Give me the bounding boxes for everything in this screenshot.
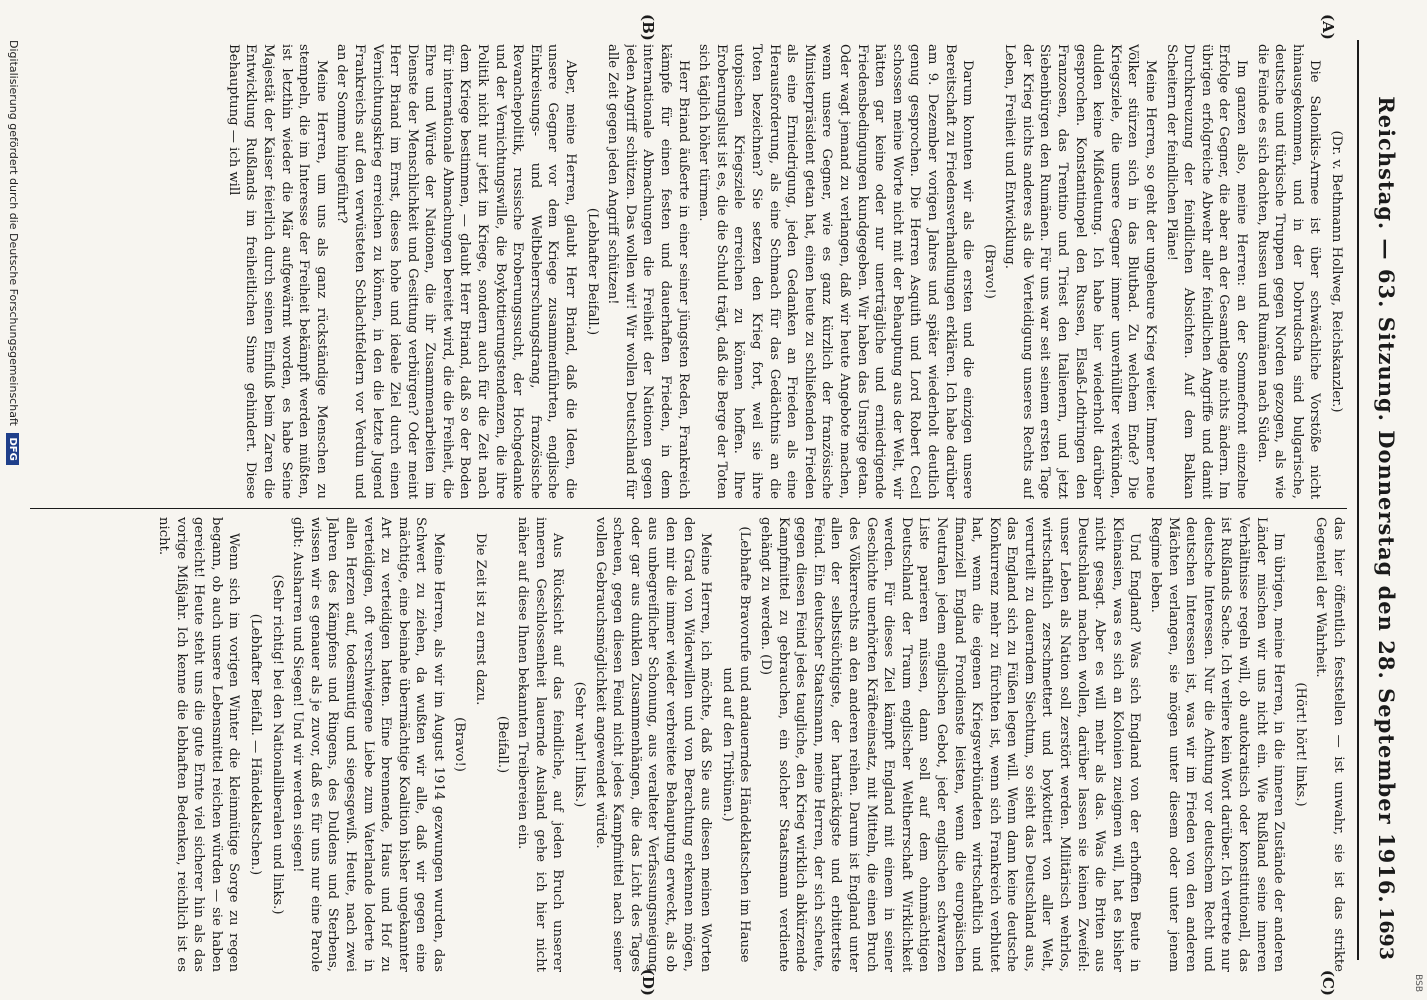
section-marker-a: (A) xyxy=(1319,14,1337,40)
page-header xyxy=(1357,40,1407,960)
paragraph: Meine Herren, so geht der ungeheure Krieg weiter. Immer neue Völker stürzen sich in das Blutbad. Zu welchem Ende? Die Kriegsziele, die unsere Gegner immer unverhüllter verkünden, dulden keine Mißdeutung. Ich habe hier wiederholt darüber gesprochen. Konstantinopel den Russen, Elsaß-Lothringen den Franzosen, das Trentino und Triest den Italienern, und jetzt Siebenbürgen den Rumänen. Für uns war seit seinem ersten Tage der Krieg nichts anderes als die Verteidigung unseres Rechts auf Leben, Freiheit und Entwicklung. xyxy=(1002,44,1159,499)
interjection: (Hört! hört! links.) xyxy=(1292,682,1308,807)
interjection: (Lebhafter Beifall. — Händeklatschen.) xyxy=(247,613,263,876)
speaker-line: (Dr. v. Bethmann Hollweg, Reichskanzler.) xyxy=(1329,130,1344,413)
paragraph: Im übrigen, meine Herren, in die inneren Zustände der anderen Länder mischen wir uns nicht ein. Wie Rußland seine inneren Verhältnisse regeln will, ob autokratisch oder konstitutionell, das ist Rußlands Sache. Ich verliere kein Wort darüber. Ich vertrete nur deutsche Interessen. Nur die Achtung vor deutschem Recht und deutschen Interessen ist, was wir im Frieden von den anderen Mächten verlangen, sie mögen unter diesem oder unter jenem Regime leben. xyxy=(1148,517,1287,972)
interjection: (Bravo!) xyxy=(452,717,468,772)
section-marker-b: (B) xyxy=(639,14,657,41)
left-column xyxy=(30,44,1347,499)
paragraph: Aber, meine Herren, glaubt Herr Briand, daß die Ideen, die unsere Gegner vor dem Kriege zusammenführten, englische Einkreisungs- und Weltbeherrschungsdrang, französische Revanchepolitik, russische Eroberungssucht, der Hochgedanke und der Vernichtungswille, die Boykottierungstendenzen, die ihre Politik nicht nur jetzt im Kriege, sondern auch für die Zeit nach dem Kriege bestimmen, — glaubt Herr Briand, daß so der Boden für internationale Abmachungen bereitet wird, die die Freiheit, die Ehre und Würde der Nationen, die ihr Zusammenarbeiten im Dienste der Menschlichkeit und Gesittung verbürgen? Oder meint Herr Briand im Ernst, dieses hohe und ideale Ziel durch einen Vernichtungskrieg erreichen zu können, in den die letzte Jugend Frankreichs auf den verwüsteten Schlachtfeldern vor Verdun und an der Somme hingeführt? xyxy=(334,44,579,499)
interjection: (Bravo!) xyxy=(981,244,997,299)
paragraph: Wenn sich im vorigen Winter die kleinmütige Sorge zu regen begann, ob auch unsere Lebensmittel reichen würden — sie haben gereicht! Heute steht uns die gute Ernte viel sicherer hin als das vorige Mißjahr. Ich kenne die lebhaften Bedenken, reichlich ist es nicht. xyxy=(156,517,242,972)
page-title: Reichstag. — 63. Sitzung. Donnerstag den 28. September 1916. xyxy=(1374,96,1399,904)
section-marker-d: (D) xyxy=(639,968,657,996)
interjection: (Beifall.) xyxy=(494,715,510,774)
paragraph: Aus Rücksicht auf das feindliche, auf jeden Bruch unserer inneren Geschlossenheit lauernde Ausland gehe ich hier nicht näher auf diese Ihnen bekannten Treibereien ein. xyxy=(515,517,566,972)
column-divider xyxy=(30,508,1347,509)
credit-text: Digitalisierung gefördert durch die Deutsche Forschungsgemeinschaft xyxy=(7,40,20,426)
dfg-logo: DFG xyxy=(6,433,19,464)
paragraph: Darum konnten wir als die ersten und die einzigen unsere Bereitschaft zu Friedensverhandlungen erklären. Ich habe darüber am 9. Dezember vorigen Jahres und später wiederholt deutlich genug gesprochen. Die Herren Asquith und Lord Robert Cecil schossen meine Worte nicht mit der Behauptung aus der Welt, wir hätten gar keine oder nur unerträgliche und erniedrigende Friedensbedingungen kundgegeben. Wir haben das Unsrige getan. Oder wagt jemand zu verlangen, daß wir heute Angebote machen, wenn unsere Gegner, wie es ganz kürzlich der französische Ministerpräsident getan hat, einen heute zu schließenden Frieden als eine Erniedrigung, jeden Gedanken an Frieden als eine Herausforderung, als eine Schmach für das Gedächtnis an die Toten bezeichnen? Sie setzen den Krieg fort, weil sie ihre utopischen Kriegsziele erreichen zu können hoffen. Ihre Eroberungslust ist es, die die Schuld trägt, daß die Berge der Toten sich täglich höher türmen. xyxy=(696,44,976,499)
paragraph: Meine Herren, als wir im August 1914 gezwungen wurden, das Schwert zu ziehen, da wußten wir alle, daß wir gegen eine mächtige, eine beinahe übermächtige Koalition bisher ungekannter Art zu verteidigen hatten. Eine brennende, Haus und Hof zu verteidigen, oft verschwiegene Liebe zum Vaterlande loderte in allen Herzen auf, todesmutig und siegesgewiß. Heute, nach zwei Jahren des Kämpfens und Ringens, des Duldens und Sterbens, wissen wir es genauer als je zuvor, daß es für uns nur eine Parole gibt: Ausharren und Siegen! Und wir werden siegen! xyxy=(290,517,446,972)
digitization-credit xyxy=(6,40,20,960)
page-number: 1693 xyxy=(1375,907,1397,960)
interjection: (Sehr richtig! bei den Nationalliberalen und links.) xyxy=(269,574,285,915)
right-column xyxy=(30,517,1347,972)
library-mark: BSB xyxy=(1413,974,1423,992)
paragraph: das hier öffentlich feststellen — ist unwahr, sie ist das strikte Gegenteil der Wahrheit. xyxy=(1313,517,1346,972)
paragraph: Und England? Was sich England von der erhofften Beute in Kleinasien, was es sich an Kolonien zueignen will, hat es bisher nicht gesagt. Aber es will mehr als das. Was die Briten aus Deutschland machen wollen, darüber lassen sie keinen Zweifel: unser Leben als Nation soll zerstört werden. Militärisch wehrlos, wirtschaftlich zerschmettert und boykottiert von aller Welt, verurteilt zu dauerndem Siechtum, so sieht das Deutschland aus, das England sich zu Füßen legen will. Wenn dann keine deutsche Konkurrenz mehr zu fürchten ist, wenn sich Frankreich verblutet hat, wenn die eigenen Kriegsverbündeten wirtschaftlich und finanziell England Frondienste leisten, wenn die europäischen Neutralen jedem englischen Gebot, jeder englischen schwarzen Liste parieren müssen, dann soll auf dem ohnmächtigen Deutschland der Traum englischer Weltherrschaft Wirklichkeit werden. Für dieses Ziel kämpft England mit einem in seiner Geschichte unerhörten Kräfteeinsatz, mit Mitteln, die einen Bruch des Völkerrechts an den anderen reihen. Darum ist England unter allen der selbstsüchtigste, der hartnäckigste und erbittertste Feind. Ein deutscher Staatsmann, meine Herren, der sich scheute, gegen diesen Feind jedes taugliche, den Krieg wirklich abkürzende Kampfmittel zu gebrauchen, ein solcher Staatsmann verdiente gehängt zu werden. (D) xyxy=(758,517,1143,972)
interjection: (Sehr wahr! links.) xyxy=(572,681,588,808)
paragraph: Meine Herren, um uns als ganz rückständige Menschen zu stempeln, die im Interesse der Freiheit bekämpft werden müßten, ist letzthin wieder die Mär aufgewärmt worden, es habe Seine Majestät der Kaiser feierlich durch seinen Einfluß beim Zaren die Entwicklung Rußlands im freiheitlichen Sinne gehindert. Diese Behauptung — ich will xyxy=(225,44,329,499)
interjection: (Lebhafter Beifall.) xyxy=(584,207,600,336)
paragraph: Meine Herren, ich möchte, daß Sie aus diesen meinen Worten den Grad von Widerwillen und von Berachtung erkennen mögen, den mir die immer wieder verbreitete Behauptung erweckt, als ob aus unbegreiflicher Schonung, aus veralteter Verfassungsneigung oder gar aus dunklen Zusammenhängen, die das Licht des Tages scheuen, gegen diesen Feind nicht jedes Kampfmittel nach seiner vollen Gebrauchsmöglichkeit angewendet würde. xyxy=(592,517,714,972)
paragraph: Die Zeit ist zu ernst dazu. xyxy=(473,533,489,706)
paragraph: Die Salonikis-Armee ist über schwächliche Vorstöße nicht hinausgekommen, und in der Dobrudscha sind bulgarische, deutsche und türkische Truppen gegen Norden gezogen, als wie die Feinde es sich dachten, Russen und Rumänen nach Süden. xyxy=(1254,44,1323,499)
paragraph: Herr Briand äußerte in einer seiner jüngsten Reden, Frankreich kämpfe für einen festen und dauerhaften Frieden, in dem internationale Abmachungen die Freiheit der Nationen gegen jeden Angriff schützen. Das wollen wir! Wir wollen Deutschland für alle Zeit gegen jeden Angriff schützen! xyxy=(605,44,691,499)
section-marker-c: (C) xyxy=(1319,969,1337,996)
interjection: (Lebhafte Bravorufe und andauerndes Händeklatschen im Hause und auf den Tribünen.) xyxy=(719,526,753,963)
paragraph: Im ganzen also, meine Herren: an der Sommefront einzelne Erfolge der Gegner, die aber an der Gesamtlage nichts ändern. Im übrigen erfolgreiche Abwehr aller feindlichen Angriffe und damit Durchkreuzung der feindlichen Absichten. Auf dem Balkan Scheitern der feindlichen Pläne! xyxy=(1163,44,1250,499)
